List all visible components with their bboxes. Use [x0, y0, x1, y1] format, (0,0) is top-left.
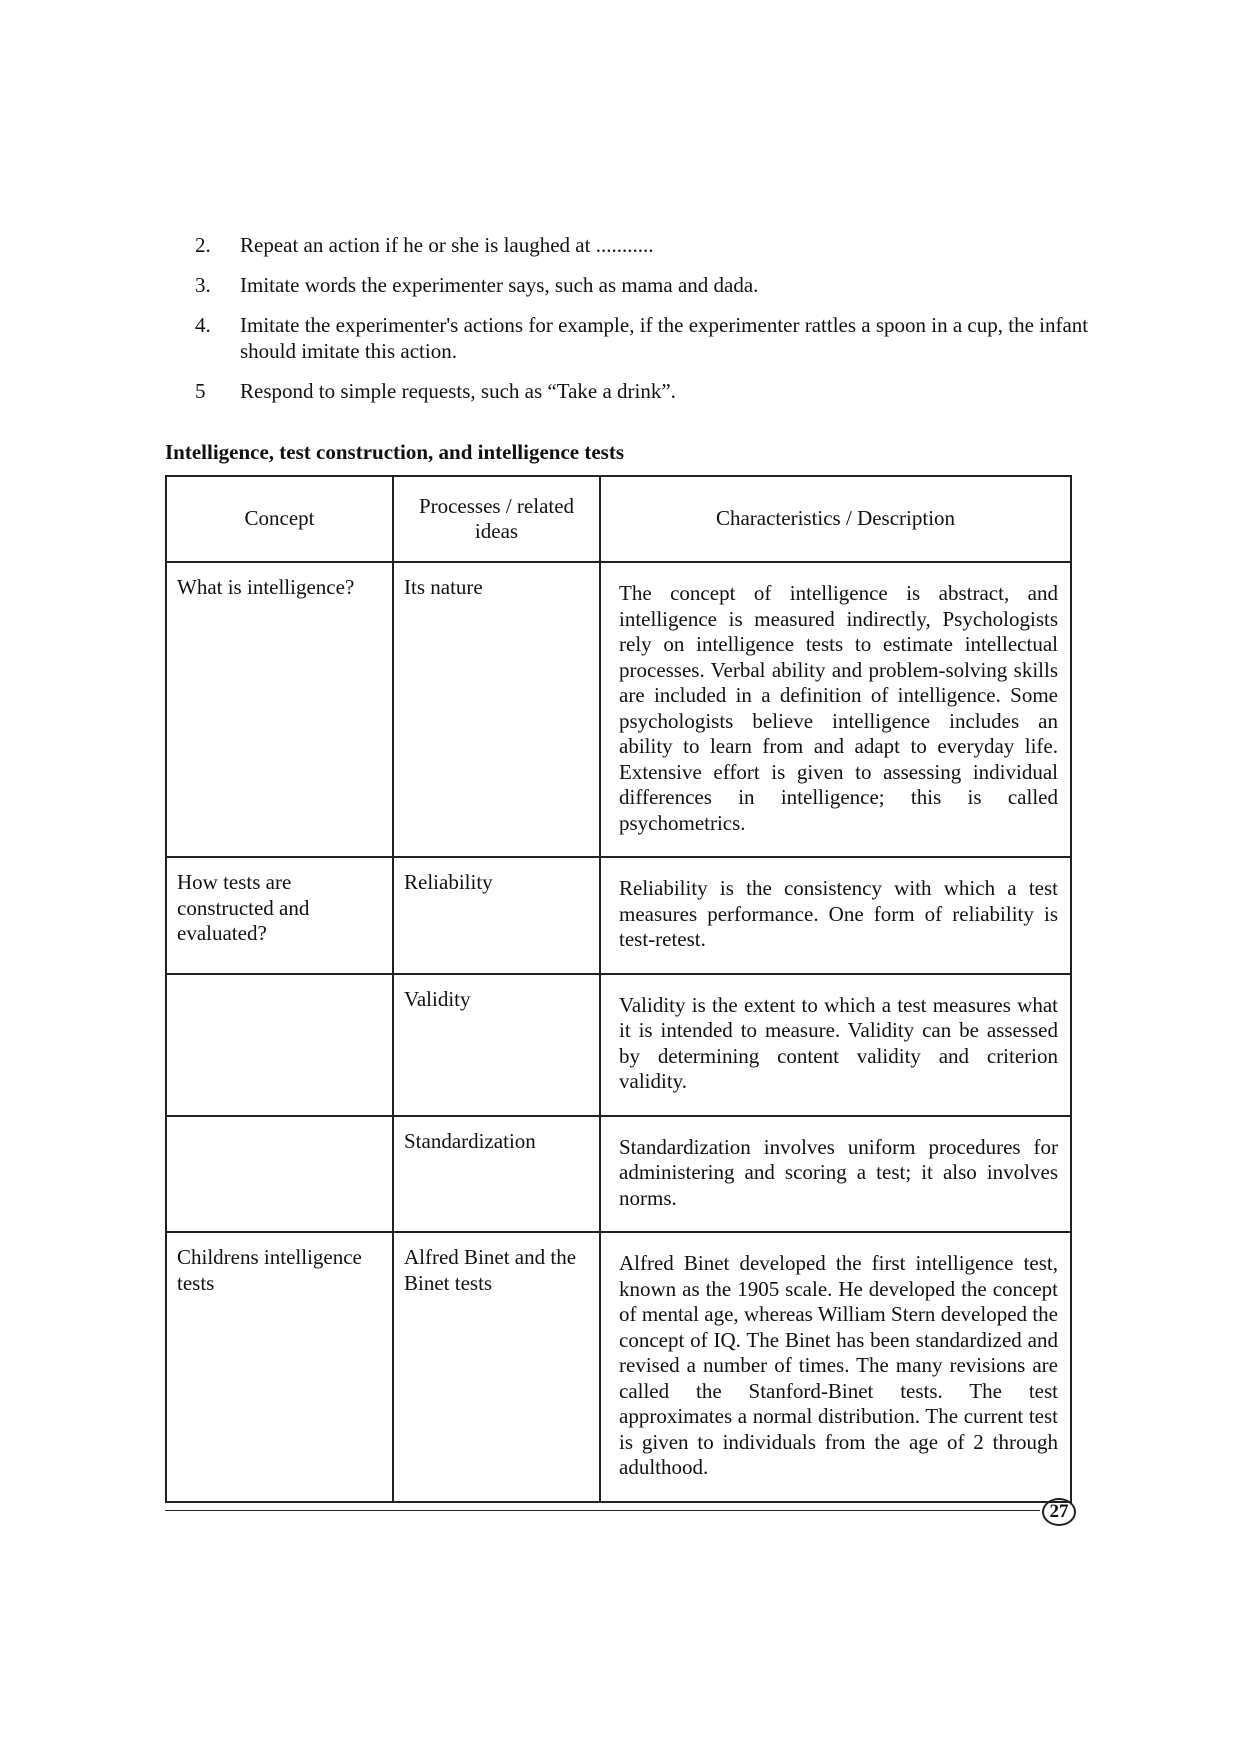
cell-concept	[166, 1116, 393, 1233]
section-title: Intelligence, test construction, and intelligence tests	[165, 440, 625, 464]
numbered-list	[195, 232, 1095, 418]
header-concept: Concept	[166, 476, 393, 562]
cell-process: Validity	[393, 974, 600, 1116]
footer-rule	[165, 1510, 1040, 1511]
cell-concept: Childrens intelligence tests	[166, 1232, 393, 1502]
page-number: 27	[1042, 1498, 1076, 1526]
table-row	[166, 562, 1071, 857]
table-row	[166, 1116, 1071, 1233]
cell-process: Standardization	[393, 1116, 600, 1233]
list-item-number: 2.	[195, 233, 211, 257]
list-item-text: Respond to simple requests, such as “Take a drink”.	[240, 379, 676, 403]
cell-description: Alfred Binet developed the first intelligence test, known as the 1905 scale. He developed the concept of mental age, whereas William Stern developed the concept of IQ. The Binet has been standardized and revised a number of times. The many revisions are called the Stanford-Binet tests. The test approximates a normal distribution. The current test is given to individuals from the age of 2 through adulthood.	[600, 1232, 1071, 1502]
list-item	[195, 378, 1095, 404]
list-item-number: 5	[195, 379, 206, 403]
cell-process: Alfred Binet and the Binet tests	[393, 1232, 600, 1502]
list-item-number: 4.	[195, 313, 211, 337]
cell-description: Standardization involves uniform procedures for administering and scoring a test; it also involves norms.	[600, 1116, 1071, 1233]
list-item	[195, 232, 1095, 258]
cell-process: Its nature	[393, 562, 600, 857]
list-item-text: Imitate words the experimenter says, such as mama and dada.	[240, 273, 759, 297]
list-item-text: Repeat an action if he or she is laughed at ...........	[240, 233, 654, 257]
table-header-row	[166, 476, 1071, 562]
cell-concept	[166, 974, 393, 1116]
list-item	[195, 272, 1095, 298]
table-row	[166, 857, 1071, 974]
concepts-table	[165, 475, 1072, 1503]
header-characteristics: Characteristics / Description	[600, 476, 1071, 562]
cell-description: Validity is the extent to which a test measures what it is intended to measure. Validity can be assessed by determining content validity and criterion validity.	[600, 974, 1071, 1116]
cell-concept: What is intelligence?	[166, 562, 393, 857]
table-row	[166, 974, 1071, 1116]
list-item-text: Imitate the experimenter's actions for example, if the experimenter rattles a spoon in a cup, the infant should imitate this action.	[240, 313, 1089, 363]
table-row	[166, 1232, 1071, 1502]
cell-concept: How tests are constructed and evaluated?	[166, 857, 393, 974]
list-item	[195, 312, 1095, 364]
cell-description: The concept of intelligence is abstract, and intelligence is measured indirectly, Psychologists rely on intelligence tests to estimate intellectual processes. Verbal ability and problem-solving skills are included in a definition of intelligence. Some psychologists believe intelligence includes an ability to learn from and adapt to everyday life. Extensive effort is given to assessing individual differences in intelligence; this is called psychometrics.	[600, 562, 1071, 857]
list-item-number: 3.	[195, 273, 211, 297]
cell-process: Reliability	[393, 857, 600, 974]
cell-description: Reliability is the consistency with which a test measures performance. One form of reliability is test-retest.	[600, 857, 1071, 974]
header-processes: Processes / related ideas	[393, 476, 600, 562]
